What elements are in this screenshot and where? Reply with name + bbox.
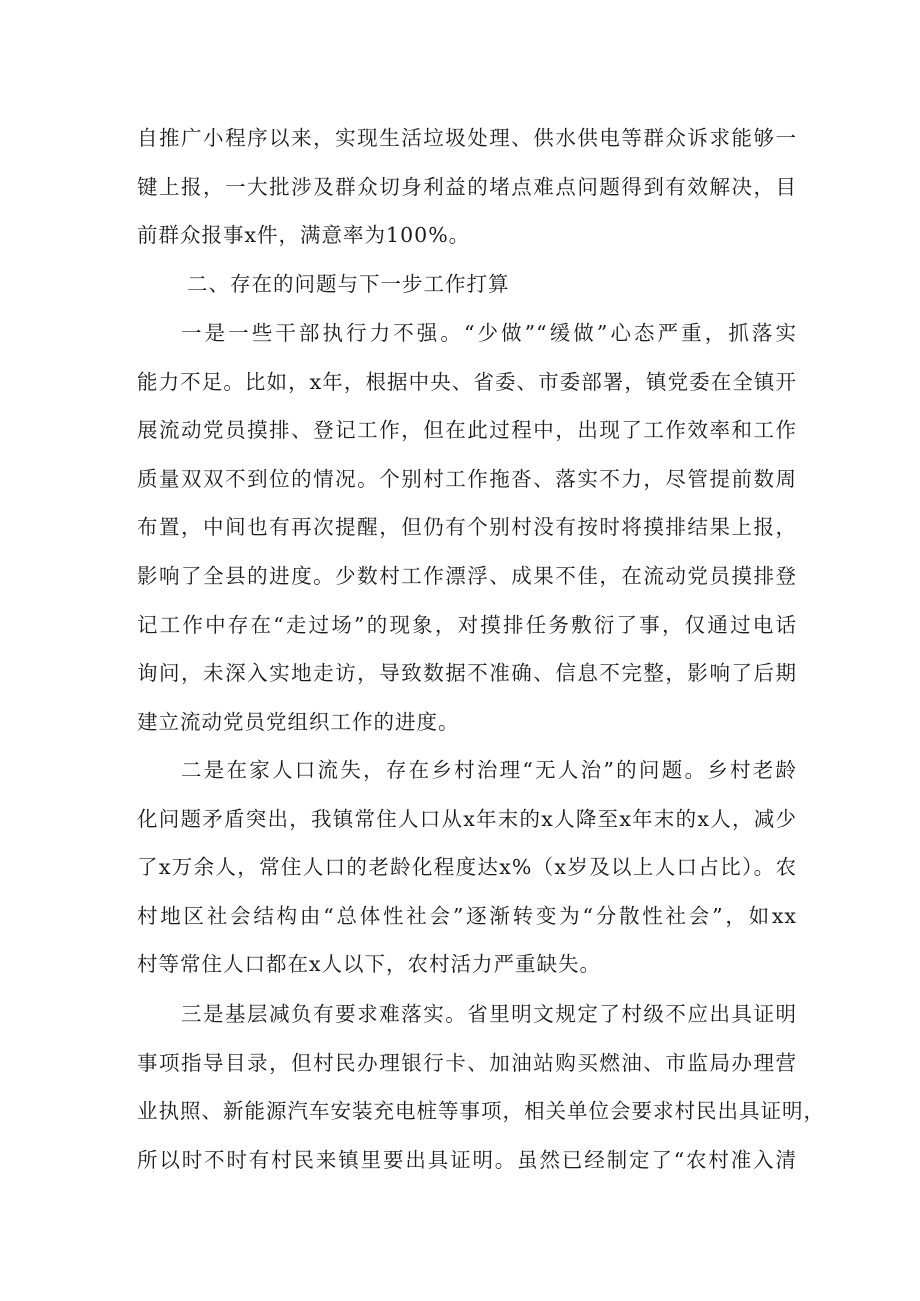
text-line: 询问，未深入实地走访，导致数据不准确、信息不完整，影响了后期 bbox=[137, 661, 797, 686]
text-line: 记工作中存在“走过场”的现象，对摸排任务敷衍了事，仅通过电话 bbox=[137, 612, 797, 637]
text-line: 事项指导目录，但村民办理银行卡、加油站购买燃油、市监局办理营 bbox=[137, 1050, 797, 1075]
paragraph-issue-one bbox=[137, 309, 797, 746]
text-line: 展流动党员摸排、登记工作，但在此过程中，出现了工作效率和工作 bbox=[137, 418, 797, 443]
text-line: 影响了全县的进度。少数村工作漂浮、成果不佳，在流动党员摸排登 bbox=[137, 563, 797, 588]
text-line: 能力不足。比如，x年，根据中央、省委、市委部署，镇党委在全镇开 bbox=[137, 369, 797, 394]
text-line: 一是一些干部执行力不强。“少做”“缓做”心态严重，抓落实 bbox=[181, 321, 797, 345]
text-line: 前群众报事x件，满意率为100%。 bbox=[137, 223, 471, 248]
text-line: 布置，中间也有再次提醒，但仍有个别村没有按时将摸排结果上报， bbox=[137, 515, 797, 540]
text-line: 建立流动党员党组织工作的进度。 bbox=[137, 709, 460, 734]
text-line: 自推广小程序以来，实现生活垃圾处理、供水供电等群众诉求能够一 bbox=[137, 126, 797, 150]
paragraph-intro bbox=[137, 114, 797, 260]
text-line: 化问题矛盾突出，我镇常住人口从x年末的x人降至x年末的x人，减少 bbox=[137, 806, 797, 831]
paragraph-issue-two bbox=[137, 746, 797, 989]
text-line: 质量双双不到位的情况。个别村工作拖沓、落实不力，尽管提前数周 bbox=[137, 466, 797, 491]
text-line: 村等常住人口都在x人以下，农村活力严重缺失。 bbox=[137, 952, 602, 977]
text-line: 键上报，一大批涉及群众切身利益的堵点难点问题得到有效解决，目 bbox=[137, 174, 797, 199]
text-line: 二是在家人口流失，存在乡村治理“无人治”的问题。乡村老龄 bbox=[181, 758, 797, 782]
text-line: 业执照、新能源汽车安装充电桩等事项，相关单位会要求村民出具证明， bbox=[137, 1099, 825, 1124]
paragraph-issue-three bbox=[137, 990, 825, 1184]
section-heading bbox=[137, 260, 797, 309]
text-line: 三是基层减负有要求难落实。省里明文规定了村级不应出具证明 bbox=[181, 1002, 797, 1026]
heading-line: 二、存在的问题与下一步工作打算 bbox=[187, 272, 510, 296]
text-line: 村地区社会结构由“总体性社会”逐渐转变为“分散性社会”，如xx bbox=[137, 903, 797, 928]
text-line: 了x万余人，常住人口的老龄化程度达x%（x岁及以上人口占比）。农 bbox=[137, 855, 797, 880]
text-line: 所以时不时有村民来镇里要出具证明。虽然已经制定了“农村准入清 bbox=[137, 1147, 797, 1172]
